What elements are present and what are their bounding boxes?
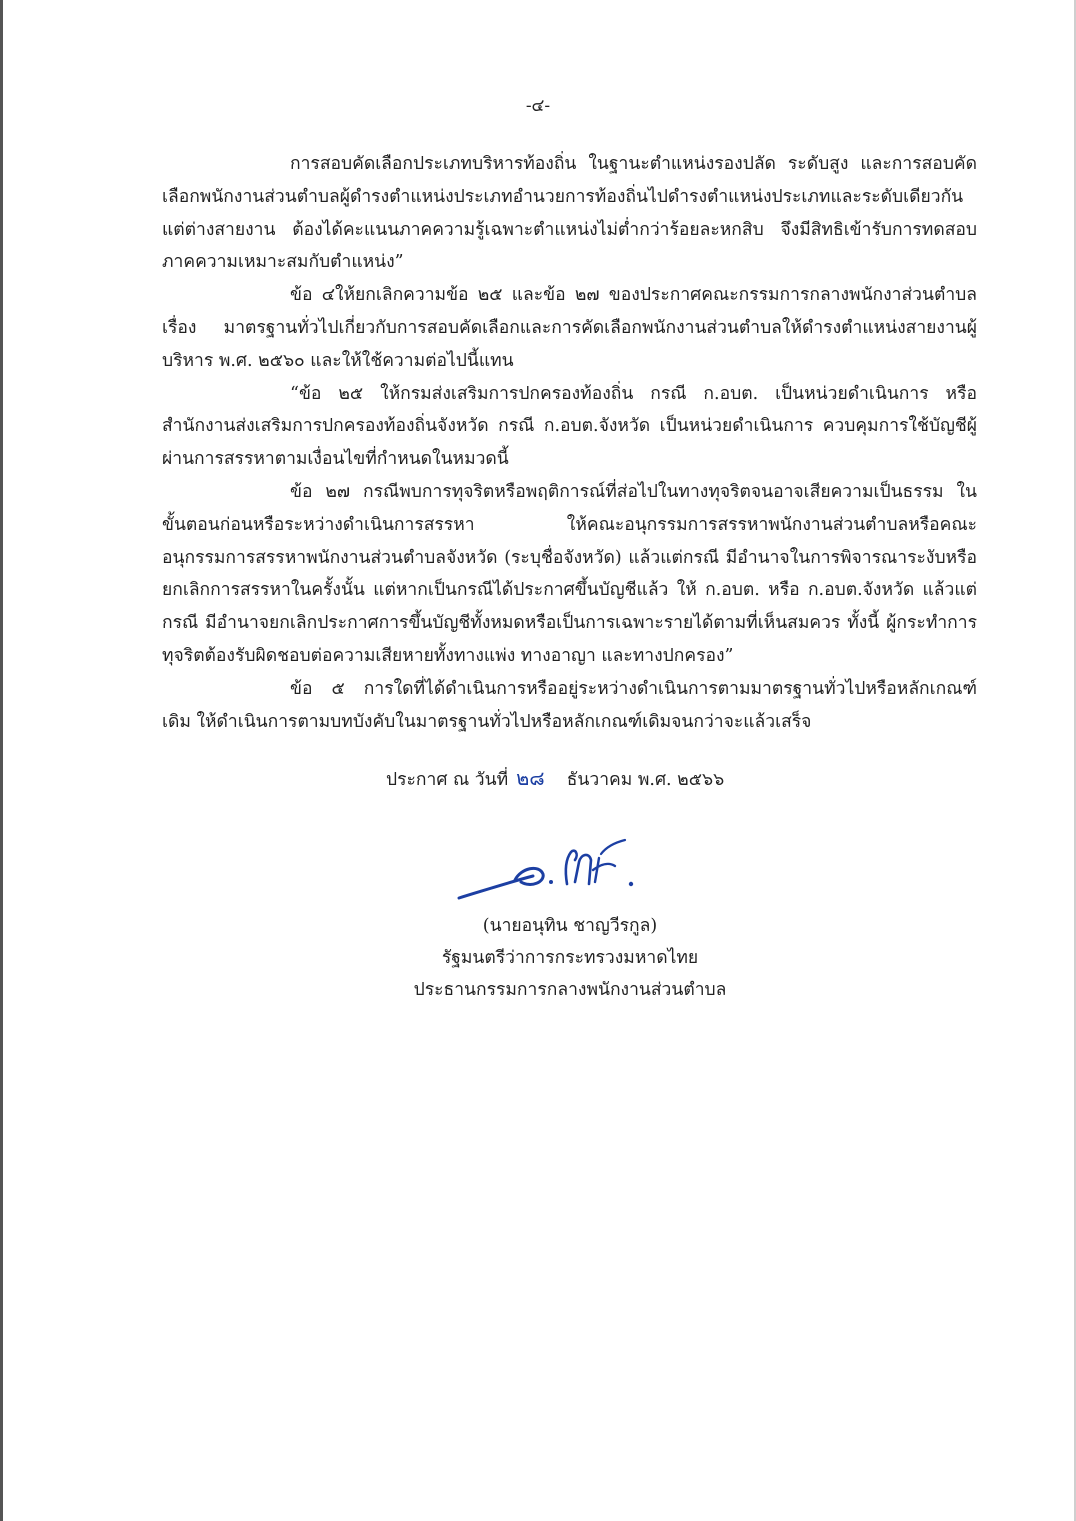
paragraph-article-27: ข้อ ๒๗ กรณีพบการทุจริตหรือพฤติการณ์ที่ส่อไปในทางทุจริตจนอาจเสียความเป็นธรรม ในขั้นตอนก่อนหรือระหว่างดำเนินการสรรหา ให้คณะอนุกรรมการสรรหาพนักงานส่วนตำบลหรือคณะอนุกรรมการสรรหาพนักงานส่วนตำบลจังหวัด (ระบุชื่อจังหวัด) แล้วแต่กรณี มีอำนาจในการพิจารณาระงับหรือยกเลิกการสรรหาในครั้งนั้น แต่หากเป็นกรณีได้ประกาศขึ้นบัญชีแล้ว ให้ ก.อบต. หรือ ก.อบต.จังหวัด แล้วแต่กรณี มีอำนาจยกเลิกประกาศการขึ้นบัญชีทั้งหมดหรือเป็นการเฉพาะรายได้ตามที่เห็นสมควร ทั้งนี้ ผู้กระทำการทุจริตต้องรับผิดชอบต่อความเสียหายทั้งทางแพ่ง ทางอาญา และทางปกครอง” [162, 481, 977, 666]
paragraph-continuation: การสอบคัดเลือกประเภทบริหารท้องถิ่น ในฐานะตำแหน่งรองปลัด ระดับสูง และการสอบคัดเลือกพนักงานส่วนตำบลผู้ดำรงตำแหน่งประเภทอำนวยการท้องถิ่นไปดำรงตำแหน่งประเภทและระดับเดียวกันแต่ต่างสายงาน ต้องได้คะแนนภาคความรู้เฉพาะตำแหน่งไม่ต่ำกว่าร้อยละหกสิบ จึงมีสิทธิเข้ารับการทดสอบภาคความเหมาะสมกับตำแหน่ง” [162, 154, 977, 273]
page-number: -๔- [525, 96, 551, 116]
handwritten-signature [455, 822, 645, 906]
document-body [162, 148, 977, 738]
announcement-month-year: ธันวาคม พ.ศ. ๒๕๖๖ [566, 770, 725, 790]
signer-name: (นายอนุทิน ชาญวีรกูล) [482, 916, 658, 936]
paragraph-article-25: “ข้อ ๒๕ ให้กรมส่งเสริมการปกครองท้องถิ่น กรณี ก.อบต. เป็นหน่วยดำเนินการ หรือสำนักงานส่งเสริมการปกครองท้องถิ่นจังหวัด กรณี ก.อบต.จังหวัด เป็นหน่วยดำเนินการ ควบคุมการใช้บัญชีผู้ผ่านการสรรหาตามเงื่อนไขที่กำหนดในหมวดนี้ [162, 383, 977, 470]
signer-title-chairman: ประธานกรรมการกลางพนักงานส่วนตำบล [413, 980, 727, 1000]
announcement-date [386, 762, 724, 794]
signer-title-minister: รัฐมนตรีว่าการกระทรวงมหาดไทย [441, 948, 699, 968]
announcement-day: ๒๘ [516, 766, 545, 790]
announcement-prefix: ประกาศ ณ วันที่ [386, 770, 509, 790]
paragraph-article-5: ข้อ ๕ การใดที่ได้ดำเนินการหรืออยู่ระหว่างดำเนินการตามมาตรฐานทั่วไปหรือหลักเกณฑ์เดิม ให้ดำเนินการตามบทบังคับในมาตรฐานทั่วไปหรือหลักเกณฑ์เดิมจนกว่าจะแล้วเสร็จ [162, 678, 977, 732]
page-edge-left [0, 0, 3, 1521]
paragraph-article-4: ข้อ ๔ให้ยกเลิกความข้อ ๒๕ และข้อ ๒๗ ของประกาศคณะกรรมการกลางพนักงาส่วนตำบล เรื่อง มาตรฐานทั่วไปเกี่ยวกับการสอบคัดเลือกและการคัดเลือกพนักงานส่วนตำบลให้ดำรงตำแหน่งสายงานผู้บริหาร พ.ศ. ๒๕๖๐ และให้ใช้ความต่อไปนี้แทน [162, 285, 977, 371]
